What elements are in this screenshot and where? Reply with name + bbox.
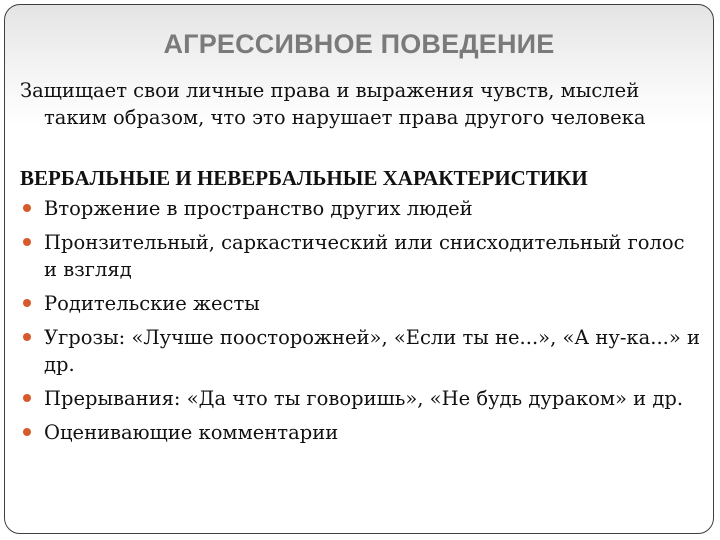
bullet-icon — [23, 238, 31, 246]
bullet-icon — [23, 333, 31, 341]
bullet-text: Родительские жесты — [44, 292, 260, 315]
slide-title: АГРЕССИВНОЕ ПОВЕДЕНИЕ — [163, 29, 555, 59]
bullet-text: Вторжение в пространство других людей — [44, 197, 473, 220]
bullet-text: Угрозы: «Лучше поосторожней», «Если ты не...», «А ну-ка...» и др. — [44, 326, 700, 376]
bullet-item — [20, 290, 700, 317]
bullet-icon — [23, 299, 31, 307]
bullet-item — [20, 324, 700, 378]
slide — [4, 4, 714, 534]
bullet-item — [20, 419, 700, 446]
intro-text: Защищает свои личные права и выражения чувств, мыслей таким образом, что это нарушает права другого человека — [20, 79, 646, 129]
bullet-text: Пронзительный, саркастический или снисходительный голос и взгляд — [44, 231, 685, 281]
bullet-item — [20, 385, 700, 412]
bullet-icon — [23, 204, 31, 212]
section-heading: ВЕРБАЛЬНЫЕ И НЕВЕРБАЛЬНЫЕ ХАРАКТЕРИСТИКИ — [20, 166, 588, 190]
bullet-text: Прерывания: «Да что ты говоришь», «Не будь дураком» и др. — [44, 387, 684, 410]
bullet-item — [20, 229, 700, 283]
bullet-text: Оценивающие комментарии — [44, 421, 339, 444]
bullet-icon — [23, 394, 31, 402]
bullet-icon — [23, 428, 31, 436]
slide-content — [20, 77, 700, 453]
bullet-list — [20, 195, 700, 446]
bullet-item — [20, 195, 700, 222]
